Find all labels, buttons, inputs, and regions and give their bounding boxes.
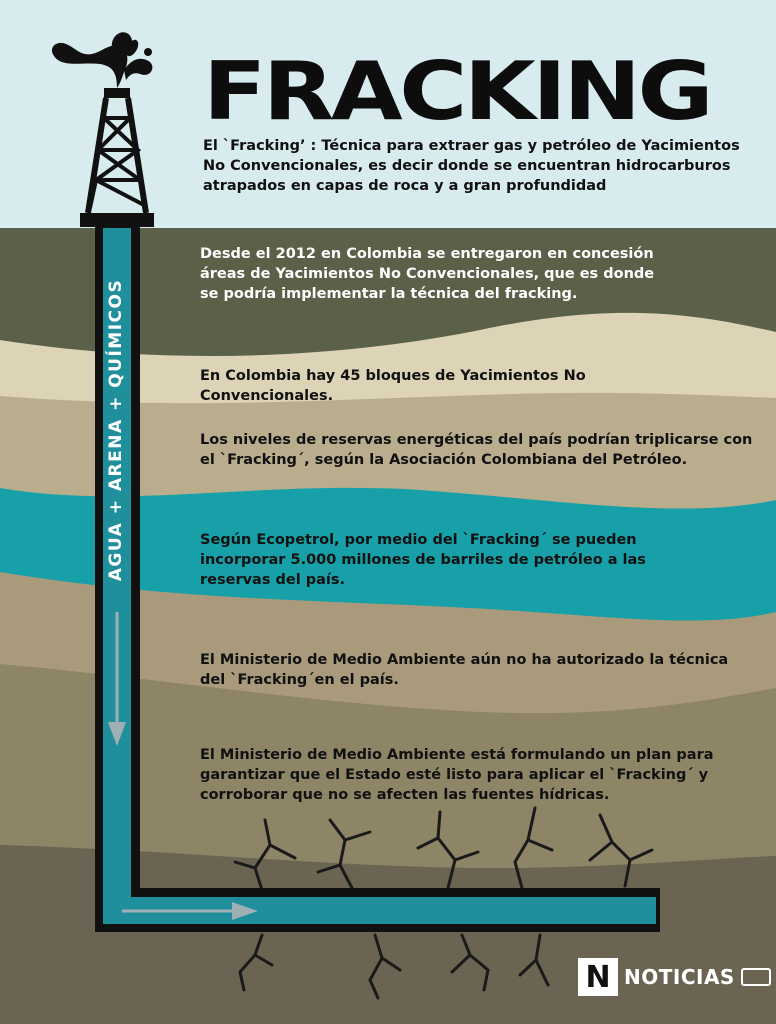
fact-ministry-authorization: El Ministerio de Medio Ambiente aún no ha autorizado la técnica del `Fracking´en el país. — [200, 652, 729, 688]
fact-reserves: Los niveles de reservas energéticas del país podrían triplicarse con el `Fracking´, según la Asociación Colombiana del Petróleo. — [200, 432, 753, 468]
page-title: FRACKING — [203, 45, 711, 138]
fact-concessions: Desde el 2012 en Colombia se entregaron en concesión áreas de Yacimientos No Convencionales, que es donde se podría implementar la técnica del fracking. — [200, 246, 655, 302]
pipe-label: AGUA + ARENA + QUÍMICOS — [106, 278, 126, 582]
rcn-logo-icon — [741, 968, 771, 986]
logo-mark-letter: N — [585, 959, 611, 995]
logo-text: NOTICIAS — [624, 965, 735, 989]
fact-blocks: En Colombia hay 45 bloques de Yacimientos No Convencionales. — [200, 368, 586, 404]
fact-ministry-plan: El Ministerio de Medio Ambiente está formulando un plan para garantizar que el Estado esté listo para aplicar el `Fracking´ y corroborar que no se afecten las fuentes hídricas. — [200, 747, 714, 803]
logo-mark — [578, 958, 618, 996]
intro-text: El `Fracking’ : Técnica para extraer gas y petróleo de Yacimientos No Convencionales, es decir donde se encuentran hidrocarburos atrapados en capas de roca y a gran profundidad — [203, 138, 740, 194]
fact-ecopetrol: Según Ecopetrol, por medio del `Fracking´ se pueden incorporar 5.000 millones de barriles de petróleo a las reservas del país. — [200, 532, 646, 588]
brand-logo — [578, 958, 771, 996]
